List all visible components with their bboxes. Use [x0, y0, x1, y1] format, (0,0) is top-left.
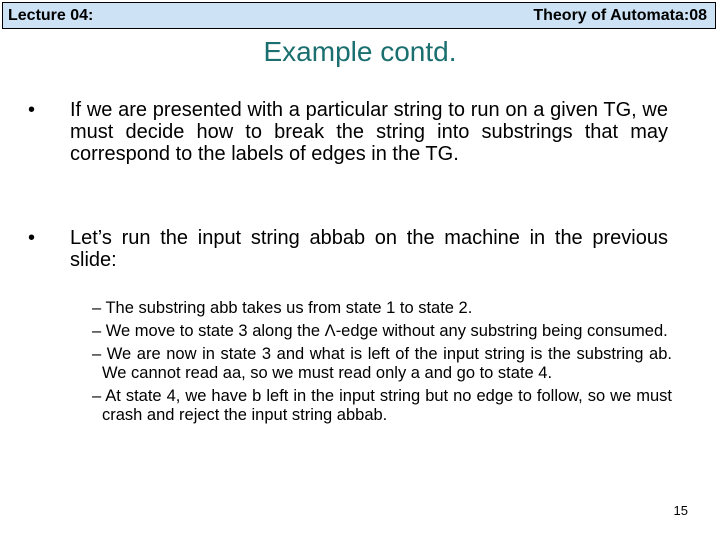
- sub-item: – We move to state 3 along the Λ-edge without any substring being consumed.: [92, 322, 668, 340]
- bullet-1: [28, 99, 678, 165]
- sub-list: [92, 299, 672, 429]
- lecture-label: Lecture 04:: [8, 7, 94, 24]
- sub-item: – The substring abb takes us from state 1 to state 2.: [92, 299, 473, 317]
- bullet-text: Let’s run the input string abbab on the machine in the previous slide:: [70, 227, 668, 271]
- bullet-marker: •: [28, 227, 36, 249]
- page-number: 15: [673, 503, 688, 518]
- slide-header: [2, 2, 716, 29]
- slide-title: Example contd.: [263, 36, 457, 67]
- bullet-2: [28, 227, 678, 271]
- sub-item: – At state 4, we have b left in the input string but no edge to follow, so we must crash and reject the input string abbab.: [92, 387, 672, 424]
- course-label: Theory of Automata:08: [533, 7, 707, 24]
- sub-item: – We are now in state 3 and what is left of the input string is the substring ab. We cannot read aa, so we must read only a and go to state 4.: [92, 345, 672, 382]
- bullet-text: If we are presented with a particular string to run on a given TG, we must decide how to break the string into substrings that may correspond to the labels of edges in the TG.: [70, 99, 668, 165]
- bullet-marker: •: [28, 99, 36, 121]
